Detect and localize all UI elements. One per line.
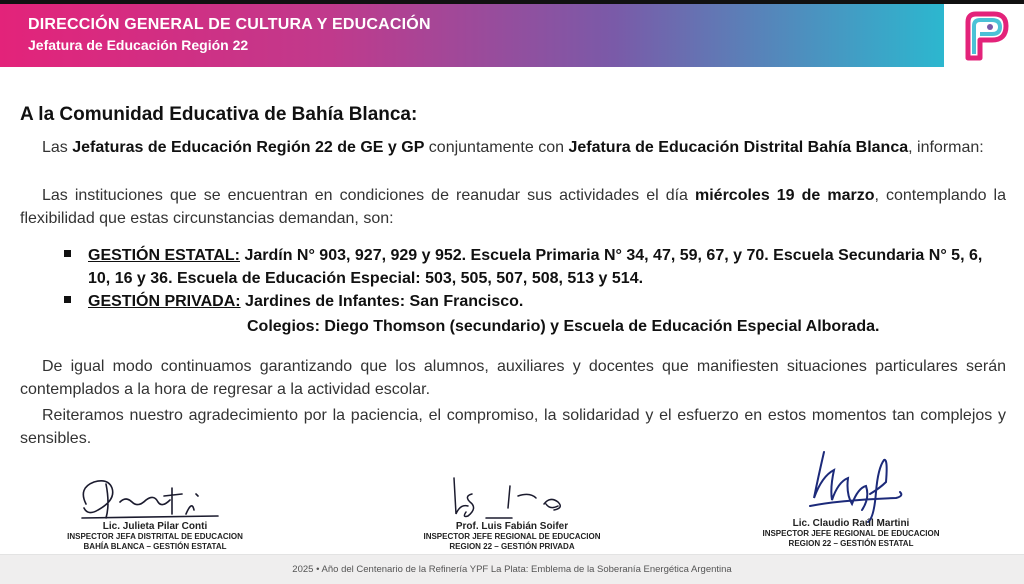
signer-district: REGION 22 – GESTIÓN PRIVADA — [449, 542, 575, 551]
gestion-privada-label: GESTIÓN PRIVADA: — [88, 293, 241, 310]
gestion-privada-colegios: Colegios: Diego Thomson (secundario) y Escuela de Educación Especial Alborada. — [247, 318, 880, 335]
signature-conti-icon — [76, 474, 226, 522]
provincia-logo-icon — [960, 10, 1010, 62]
signer-district: BAHÍA BLANCA – GESTIÓN ESTATAL — [83, 542, 227, 551]
signature-block-conti — [40, 521, 270, 552]
bullet-square-icon — [64, 296, 71, 303]
signer-name: Lic. Claudio Raúl Martini — [792, 518, 910, 529]
list-item-gestion-privada — [64, 290, 1008, 313]
gestion-estatal-label: GESTIÓN ESTATAL: — [88, 247, 240, 264]
paragraph-thanks: Reiteramos nuestro agradecimiento por la paciencia, el compromiso, la solidaridad y el esfuerzo en estos momentos tan complejos y sensibles. — [20, 407, 1006, 447]
intro-text-3: , informan: — [908, 139, 984, 156]
header-institution: DIRECCIÓN GENERAL DE CULTURA Y EDUCACIÓN — [28, 16, 431, 33]
signer-name: Lic. Julieta Pilar Conti — [102, 521, 208, 532]
intro-bold-2: Jefatura de Educación Distrital Bahía Blanca — [568, 139, 909, 156]
document-footer — [0, 554, 1024, 584]
signer-role: INSPECTOR JEFA DISTRITAL DE EDUCACION — [67, 532, 243, 541]
gestion-estatal-text: Jardín N° 903, 927, 929 y 952. Escuela Primaria N° 34, 47, 59, 67, y 70. Escuela Secundaria N° 5, 6, 10, 16 y 36. Escuela de Educación Especial: 503, 505, 507, 508, 513 y 514. — [88, 247, 983, 287]
paragraph-intro — [20, 136, 1006, 159]
institutions-list — [64, 244, 1008, 338]
institutions-text-2: , contemplando la flexibilidad que estas circunstancias demandan, son: — [20, 187, 1006, 227]
intro-bold-1: Jefaturas de Educación Región 22 de GE y GP — [72, 139, 425, 156]
signature-martini-icon — [800, 448, 920, 524]
paragraph-institutions — [20, 184, 1006, 230]
signer-role: INSPECTOR JEFE REGIONAL DE EDUCACION — [423, 532, 601, 541]
signature-soifer-icon — [446, 474, 576, 524]
signer-district: REGION 22 – GESTIÓN ESTATAL — [788, 539, 914, 548]
signer-name: Prof. Luis Fabián Soifer — [455, 521, 569, 532]
footer-year: 2025 — [292, 564, 314, 575]
signature-block-soifer — [397, 521, 627, 552]
letterhead-banner — [0, 4, 944, 67]
signer-role: INSPECTOR JEFE REGIONAL DE EDUCACION — [762, 529, 940, 538]
institutions-text-1: Las instituciones que se encuentran en condiciones de reanudar sus actividades el día — [42, 187, 695, 204]
document-title: A la Comunidad Educativa de Bahía Blanca: — [20, 104, 418, 125]
paragraph-continuity: De igual modo continuamos garantizando que los alumnos, auxiliares y docentes que manifiesten situaciones particulares serán contemplados a la hora de regresar a la actividad escolar. — [20, 358, 1006, 398]
header-subtitle: Jefatura de Educación Región 22 — [28, 37, 249, 53]
gestion-privada-text: Jardines de Infantes: San Francisco. — [240, 293, 524, 310]
bullet-square-icon — [64, 250, 71, 257]
intro-text-1: Las — [42, 139, 73, 156]
list-item-gestion-estatal — [64, 244, 1008, 290]
institutions-date: miércoles 19 de marzo — [695, 187, 875, 204]
footer-motto: Año del Centenario de la Refinería YPF La Plata: Emblema de la Soberanía Energética Argentina — [321, 564, 732, 575]
footer-separator: • — [316, 564, 320, 575]
footer-text — [0, 564, 1024, 575]
signature-block-martini — [736, 518, 966, 549]
intro-text-2: conjuntamente con — [424, 139, 569, 156]
